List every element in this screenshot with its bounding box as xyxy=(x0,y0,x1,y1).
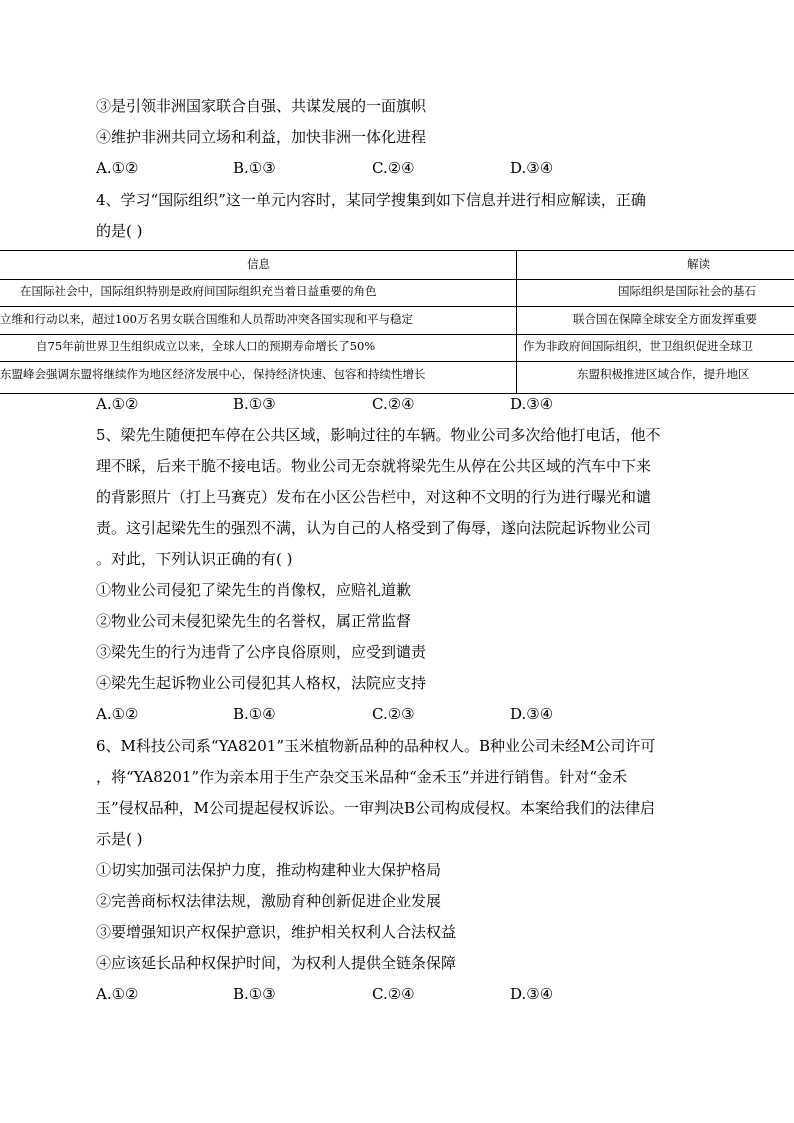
q5-stem-line-2: 理不睬，后来干脆不接电话。物业公司无奈就将梁先生从停在公共区域的汽车中下来 xyxy=(96,457,652,475)
q4-info-table xyxy=(0,250,794,394)
q4-stem-line-2: 的是( ) xyxy=(96,222,143,240)
q6-stem-line-1: 6、M科技公司系“YA8201”玉米植物新品种的品种权人。B种业公司未经M公司许可 xyxy=(96,737,656,755)
q6-item-4: ④应该延长品种权保护时间，为权利人提供全链条保障 xyxy=(96,954,457,972)
table-interp-column xyxy=(517,251,794,393)
q5-item-3: ③梁先生的行为违背了公序良俗原则，应受到谴责 xyxy=(96,643,427,661)
q3-option-b: B.①③ xyxy=(233,159,276,177)
q4-option-c: C.②④ xyxy=(372,395,415,413)
table-row-3-info: 自75年前世界卫生组织成立以来，全球人口的预期寿命增长了50% xyxy=(36,339,376,353)
q6-item-3: ③要增强知识产权保护意识，维护相关权利人合法权益 xyxy=(96,923,457,941)
q5-option-c: C.②③ xyxy=(372,705,415,723)
table-row-4-interp: 东盟积极推进区域合作，提升地区 xyxy=(577,367,750,381)
table-row-1-interp: 国际组织是国际社会的基石 xyxy=(618,284,756,298)
table-info-column xyxy=(0,251,516,393)
q4-option-a: A.①② xyxy=(96,395,139,413)
q4-option-b: B.①③ xyxy=(233,395,276,413)
q5-item-1: ①物业公司侵犯了梁先生的肖像权，应赔礼道歉 xyxy=(96,581,412,599)
q6-stem-line-4: 示是( ) xyxy=(96,830,143,848)
q5-option-a: A.①② xyxy=(96,705,139,723)
q5-stem-line-3: 的背影照片（打上马赛克）发布在小区公告栏中，对这种不文明的行为进行曝光和谴 xyxy=(96,488,652,506)
q5-option-d: D.③④ xyxy=(510,705,554,723)
table-row-3-interp: 作为非政府间国际组织，世卫组织促进全球卫 xyxy=(523,339,753,353)
q6-option-a: A.①② xyxy=(96,985,139,1003)
q3-option-a: A.①② xyxy=(96,159,139,177)
table-header-info: 信息 xyxy=(247,257,270,271)
q6-option-d: D.③④ xyxy=(510,985,554,1003)
q5-stem-line-1: 5、梁先生随便把车停在公共区域，影响过往的车辆。物业公司多次给他打电话，他不 xyxy=(96,426,661,444)
q6-item-2: ②完善商标权法律法规，激励育种创新促进企业发展 xyxy=(96,892,442,910)
table-row-1-info: 在国际社会中，国际组织特别是政府间国际组织充当着日益重要的角色 xyxy=(20,284,377,298)
q3-option-c: C.②④ xyxy=(372,159,415,177)
q3-option-d: D.③④ xyxy=(510,159,554,177)
table-row-2-interp: 联合国在保障全球安全方面发挥重要 xyxy=(573,312,757,326)
q5-item-2: ②物业公司未侵犯梁先生的名誉权，属正常监督 xyxy=(96,612,412,630)
q6-option-c: C.②④ xyxy=(372,985,415,1003)
table-header-interp: 解读 xyxy=(687,257,710,271)
q6-option-b: B.①③ xyxy=(233,985,276,1003)
q3-item-3: ③是引领非洲国家联合自强、共谋发展的一面旗帜 xyxy=(96,97,427,115)
q4-stem-line-1: 4、学习“国际组织”这一单元内容时，某同学搜集到如下信息并进行相应解读，正确 xyxy=(96,191,646,209)
q5-item-4: ④梁先生起诉物业公司侵犯其人格权，法院应支持 xyxy=(96,674,427,692)
q3-item-4: ④维护非洲共同立场和利益，加快非洲一体化进程 xyxy=(96,128,427,146)
q5-stem-line-5: 。对此，下列认识正确的有( ) xyxy=(96,550,293,568)
q6-stem-line-2: ，将“YA8201”作为亲本用于生产杂交玉米品种“金禾玉”并进行销售。针对“金禾 xyxy=(96,768,628,786)
q5-stem-line-4: 责。这引起梁先生的强烈不满，认为自己的人格受到了侮辱，遂向法院起诉物业公司 xyxy=(96,519,652,537)
q6-stem-line-3: 玉”侵权品种，M公司提起侵权诉讼。一审判决B公司构成侵权。本案给我们的法律启 xyxy=(96,799,656,817)
table-row-4-info: 东盟峰会强调东盟将继续作为地区经济发展中心，保持经济快速、包容和持续性增长 xyxy=(0,367,426,381)
q6-item-1: ①切实加强司法保护力度，推动构建种业大保护格局 xyxy=(96,861,442,879)
q4-option-d: D.③④ xyxy=(510,395,554,413)
q5-option-b: B.①④ xyxy=(233,705,276,723)
table-row-2-info: 立维和行动以来，超过100万名男女联合国维和人员帮助冲突各国实现和平与稳定 xyxy=(0,312,413,326)
